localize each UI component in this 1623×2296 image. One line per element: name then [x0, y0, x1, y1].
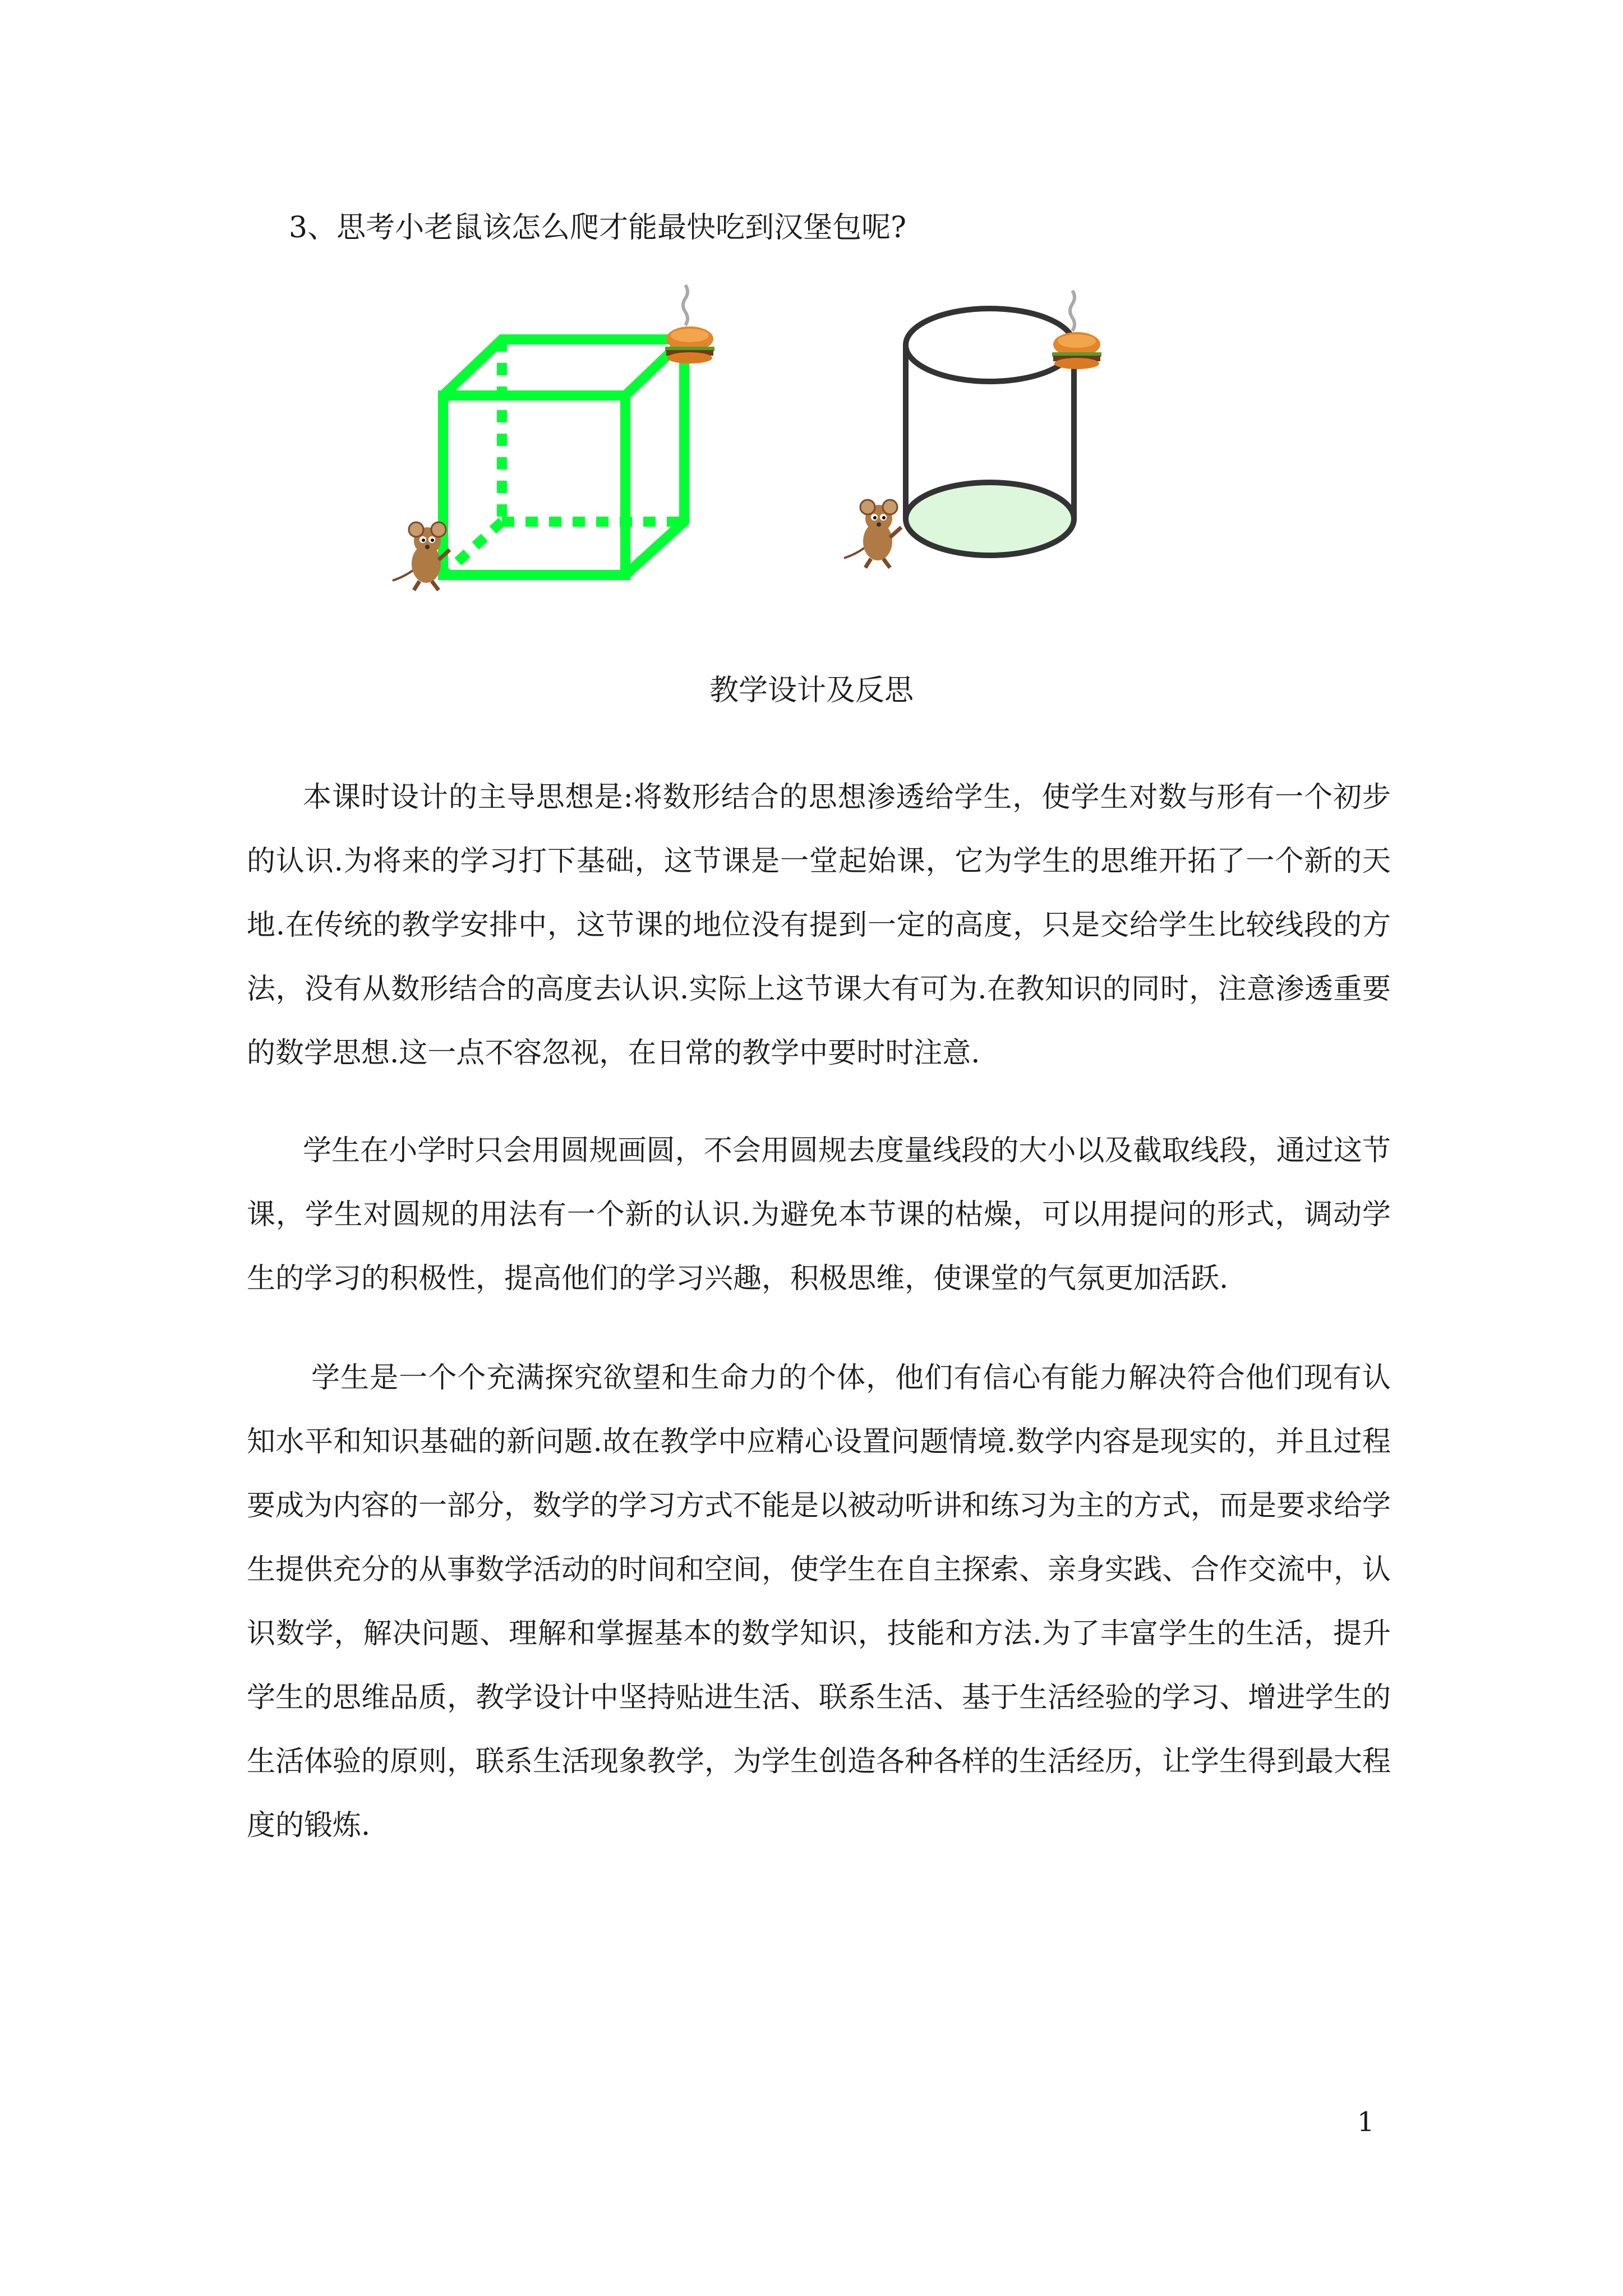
paragraph-2: 学生在小学时只会用圆规画圆，不会用圆规去度量线段的大小以及截取线段，通过这节课，学生对圆规的用法有一个新的认识.为避免本节课的枯燥，可以用提问的形式，调动学生的学习的积极性，提高他们的学习兴趣，积极思维，使课堂的气氛更加活跃.	[247, 1134, 1391, 1295]
cylinder-base	[906, 482, 1074, 555]
hamburger-icon	[665, 285, 714, 364]
question-text: 3、思考小老鼠该怎么爬才能最快吃到汉堡包呢?	[289, 211, 906, 245]
paragraph-3: 学生是一个个充满探究欲望和生命力的个体，他们有信心有能力解决符合他们现有认知水平和知识基础的新问题.故在教学中应精心设置问题情境.数学内容是现实的，并且过程要成为内容的一部分，数学的学习方式不能是以被动听讲和练习为主的方式，而是要求给学生提供充分的从事数学活动的时间和空间，使学生在自主探索、亲身实践、合作交流中，认识数学，解决问题、理解和掌握基本的数学知识，技能和方法.为了丰富学生的生活，提升学生的思维品质，教学设计中坚持贴进生活、联系生活、基于生活经验的学习、增进学生的生活体验的原则，联系生活现象教学，为学生创造各种各样的生活经历，让学生得到最大程度的锻炼.	[247, 1361, 1391, 1842]
page-number: 1	[1357, 2106, 1375, 2138]
cube-figure	[387, 275, 746, 600]
cylinder-figure	[830, 275, 1122, 600]
cylinder-top	[906, 309, 1074, 381]
paragraph-1: 本课时设计的主导思想是:将数形结合的思想渗透给学生，使学生对数与形有一个初步的认识.为将来的学习打下基础，这节课是一堂起始课，它为学生的思维开拓了一个新的天地.在传统的教学安排中，这节课的地位没有提到一定的高度，只是交给学生比较线段的方法，没有从数形结合的高度去认识.实际上这节课大有可为.在教知识的同时，注意渗透重要的数学思想.这一点不容忽视，在日常的教学中要时时注意.	[247, 781, 1391, 1070]
mouse-icon	[844, 500, 901, 568]
section-title: 教学设计及反思	[709, 674, 914, 707]
hamburger-icon	[1052, 291, 1101, 369]
